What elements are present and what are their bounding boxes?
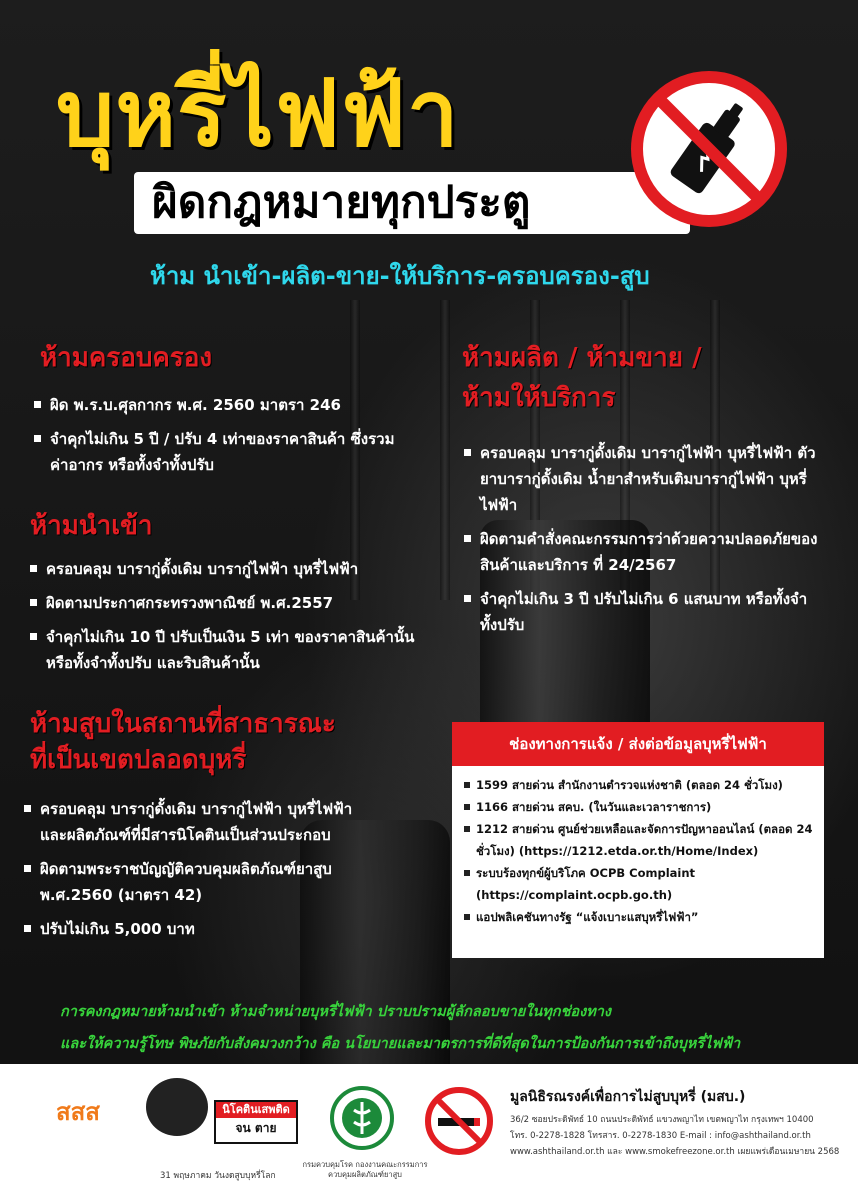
report-item: 1599 สายด่วน สำนักงานตำรวจแห่งชาติ (ตลอด 24 ชั่วโมง) [462,774,816,796]
nicotine-addiction-logo [214,1100,298,1144]
logo-box-top: นิโคตินเสพติด [216,1102,296,1118]
no-vape-sign-icon [630,70,788,228]
report-list [452,766,824,928]
heading-production-line2: ห้ามให้บริการ [462,383,616,413]
logo-box-bottom: จน ตาย [235,1121,277,1135]
report-item: 1166 สายด่วน สคบ. (ในวันและเวลาราชการ) [462,796,816,818]
world-no-tobacco-day-caption: 31 พฤษภาคม วันงดสูบบุหรี่โลก [160,1171,276,1181]
list-item: ครอบคลุม บารากู่ดั้งเดิม บารากู่ไฟฟ้า บุหรี่ไฟฟ้า [28,556,438,582]
tagline: ห้าม นำเข้า-ผลิต-ขาย-ให้บริการ-ครอบครอง-สูบ [150,262,650,290]
list-item: ปรับไม่เกิน 5,000 บาท [22,916,372,942]
list-item: ผิด พ.ร.บ.ศุลกากร พ.ศ. 2560 มาตรา 246 [32,392,412,418]
list-item: ผิดตามประกาศกระทรวงพาณิชย์ พ.ศ.2557 [28,590,438,616]
list-item: ผิดตามพระราชบัญญัติควบคุมผลิตภัณฑ์ยาสูบ พ.ศ.2560 (มาตรา 42) [22,856,372,908]
list-item: ผิดตามคำสั่งคณะกรรมการว่าด้วยความปลอดภัยของสินค้าและบริการ ที่ 24/2567 [462,526,822,578]
closing-line-1: การคงกฎหมายห้ามนำเข้า ห้ามจำหน่ายบุหรี่ไฟฟ้า ปราบปรามผู้ลักลอบขายในทุกช่องทาง [60,1004,611,1020]
organization-name: มูลนิธิรณรงค์เพื่อการไม่สูบบุหรี่ (มสบ.) [510,1089,746,1105]
report-item: แอปพลิเคชันทางรัฐ “แจ้งเบาะแสบุหรี่ไฟฟ้า” [462,906,816,928]
ministry-of-public-health-seal-icon [330,1086,394,1150]
list-item: ครอบคลุม บารากู่ดั้งเดิม บารากู่ไฟฟ้า บุหรี่ไฟฟ้า ตัวยาบารากู่ดั้งเดิม น้ำยาสำหรับเติมบารากู่ไฟฟ้า บุหรี่ไฟฟ้า [462,440,822,518]
moph-caption: กรมควบคุมโรค กองงานคณะกรรมการควบคุมผลิตภัณฑ์ยาสูบ [302,1160,428,1179]
import-list [28,556,438,684]
possession-list [32,392,412,486]
closing-statement [60,996,820,1060]
sss-logo [56,1092,122,1132]
public-smoking-list [22,796,372,950]
list-item: จำคุกไม่เกิน 5 ปี / ปรับ 4 เท่าของราคาสินค้า ซึ่งรวมค่าอากร หรือทั้งจำทั้งปรับ [32,426,412,478]
organization-websites: www.ashthailand.or.th และ www.smokefreezone.or.th เผยแพร่เดือนเมษายน 2568 [510,1147,840,1157]
footer [0,1064,858,1200]
main-title: บุหรี่ไฟฟ้า [56,60,460,167]
list-item: ครอบคลุม บารากู่ดั้งเดิม บารากู่ไฟฟ้า บุหรี่ไฟฟ้า และผลิตภัณฑ์ที่มีสารนิโคตินเป็นส่วนประกอบ [22,796,372,848]
heading-public-smoking-line2: ที่เป็นเขตปลอดบุหรี่ [30,745,247,775]
list-item: จำคุกไม่เกิน 3 ปี ปรับไม่เกิน 6 แสนบาท หรือทั้งจำทั้งปรับ [462,586,822,638]
organization-contact: โทร. 0-2278-1828 โทรสาร. 0-2278-1830 E-mail : info@ashthailand.or.th [510,1131,811,1141]
production-list [462,440,822,646]
list-item: จำคุกไม่เกิน 10 ปี ปรับเป็นเงิน 5 เท่า ของราคาสินค้านั้น หรือทั้งจำทั้งปรับ และริบสินค้านั้น [28,624,438,676]
skull-logo-icon [146,1078,208,1136]
organization-address: 36/2 ซอยประดิพัทธ์ 10 ถนนประดิพัทธ์ แขวงพญาไท เขตพญาไท กรุงเทพฯ 10400 [510,1115,814,1125]
report-item: ระบบร้องทุกข์ผู้บริโภค OCPB Complaint (https://complaint.ocpb.go.th) [462,862,816,906]
heading-possession: ห้ามครอบครอง [40,343,213,373]
report-channels-box [452,722,824,958]
sss-logo-text: สสส [56,1098,100,1126]
report-item: 1212 สายด่วน ศูนย์ช่วยเหลือและจัดการปัญหาออนไลน์ (ตลอด 24 ชั่วโมง) (https://1212.etda.or.th/Home/Index) [462,818,816,862]
heading-production-line1: ห้ามผลิต / ห้ามขาย / [462,343,702,373]
subtitle-banner: ผิดกฎหมายทุกประตู [134,172,690,234]
heading-import: ห้ามนำเข้า [30,511,153,541]
no-smoking-icon [424,1086,494,1156]
report-heading: ช่องทางการแจ้ง / ส่งต่อข้อมูลบุหรี่ไฟฟ้า [452,722,824,766]
heading-public-smoking-line1: ห้ามสูบในสถานที่สาธารณะ [30,709,336,739]
closing-line-2: และให้ความรู้โทษ พิษภัยกับสังคมวงกว้าง คือ นโยบายและมาตรการที่ดีที่สุดในการป้องกันการเข้าถึงบุหรี่ไฟฟ้า [60,1036,741,1052]
